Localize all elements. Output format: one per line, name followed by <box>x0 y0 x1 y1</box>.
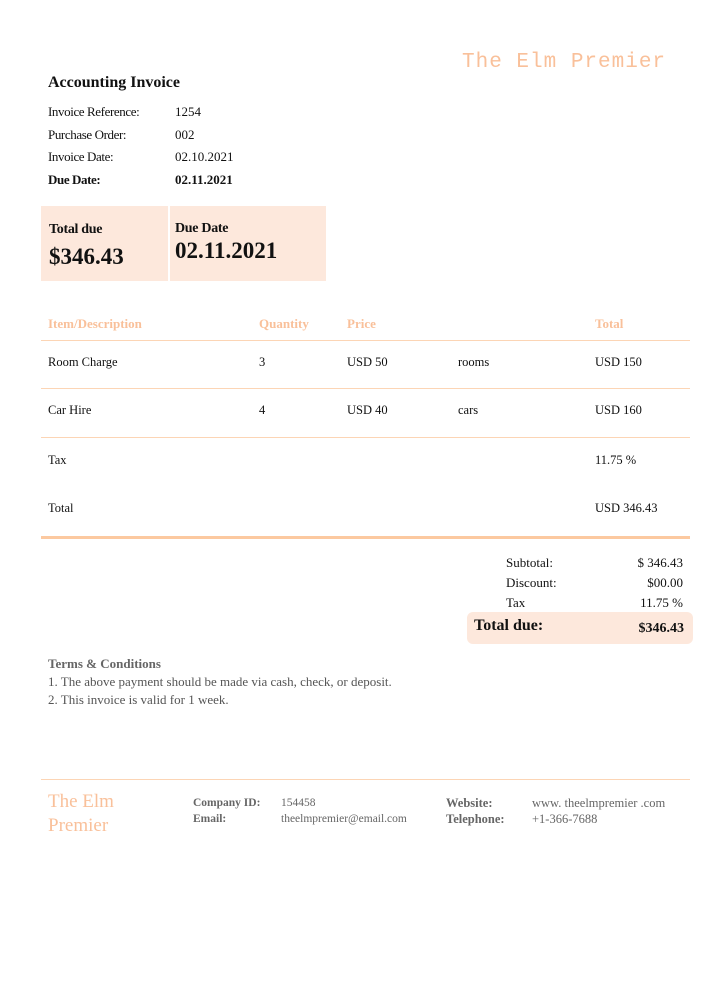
item-total: USD 150 <box>595 355 642 369</box>
table-row <box>48 403 690 423</box>
invoice-meta <box>48 101 234 191</box>
tax-label: Tax <box>506 595 526 610</box>
footer-contact-info <box>446 795 665 827</box>
subtotal-label: Subtotal: <box>506 555 553 570</box>
item-name: Room Charge <box>48 355 118 369</box>
invoice-title: Accounting Invoice <box>48 74 180 91</box>
item-price: USD 50 <box>347 355 388 369</box>
due-date-label: Due Date <box>175 221 229 236</box>
field-label: Invoice Date: <box>48 149 114 165</box>
item-quantity: 4 <box>259 403 266 417</box>
divider <box>41 437 690 438</box>
item-quantity: 3 <box>259 355 266 369</box>
table-row-total <box>48 501 690 521</box>
footer-company-info <box>193 795 407 827</box>
field-label: Due Date: <box>48 171 101 187</box>
discount-row <box>506 575 683 595</box>
due-date-box <box>170 206 326 281</box>
header-quantity: Quantity <box>259 316 309 331</box>
total-due-summary-value: $346.43 <box>638 621 684 636</box>
header-item: Item/Description <box>48 316 142 331</box>
website-label: Website: <box>446 796 493 810</box>
total-due-value: $346.43 <box>49 244 124 269</box>
due-date-value: 02.11.2021 <box>175 238 278 263</box>
total-due-summary-label: Total due: <box>474 617 544 634</box>
item-unit: rooms <box>458 355 490 369</box>
discount-value: $00.00 <box>647 575 683 590</box>
footer-brand-line2: Premier <box>48 815 109 836</box>
footer-brand <box>48 790 114 838</box>
purchase-order-row <box>48 124 234 147</box>
field-value: 02.11.2021 <box>175 171 233 187</box>
discount-label: Discount: <box>506 575 557 590</box>
terms-item: 1. The above payment should be made via cash, check, or deposit. <box>48 674 392 689</box>
telephone-label: Telephone: <box>446 812 505 826</box>
item-price: USD 40 <box>347 403 388 417</box>
header-price: Price <box>347 316 376 331</box>
divider <box>41 388 690 389</box>
total-label: Total <box>48 501 74 515</box>
email-value[interactable]: theelmpremier@email.com <box>281 813 407 825</box>
field-label: Invoice Reference: <box>48 104 140 120</box>
item-total: USD 160 <box>595 403 642 417</box>
tax-label: Tax <box>48 453 67 467</box>
website-value[interactable]: www. theelmpremier .com <box>532 796 666 810</box>
footer-brand-line1: The Elm <box>48 791 114 812</box>
item-name: Car Hire <box>48 403 92 417</box>
invoice-reference-row <box>48 101 234 124</box>
brand-name: The Elm Premier <box>462 51 667 74</box>
divider <box>41 340 690 341</box>
tax-value: 11.75 % <box>595 453 637 467</box>
terms-item: 2. This invoice is valid for 1 week. <box>48 692 229 707</box>
field-value: 002 <box>175 126 195 142</box>
divider-thick <box>41 536 690 539</box>
invoice-date-row <box>48 146 234 169</box>
field-label: Purchase Order: <box>48 126 127 142</box>
field-value: 02.10.2021 <box>175 149 234 165</box>
header-total: Total <box>595 316 624 331</box>
footer-divider <box>41 779 690 780</box>
terms-heading: Terms & Conditions <box>48 656 161 671</box>
tax-value: 11.75 % <box>640 595 683 610</box>
total-value: USD 346.43 <box>595 501 658 515</box>
company-id-label: Company ID: <box>193 797 261 809</box>
subtotal-value: $ 346.43 <box>637 555 683 570</box>
telephone-value: +1-366-7688 <box>532 812 598 826</box>
total-due-box <box>41 206 168 281</box>
terms-section <box>48 655 392 709</box>
table-row <box>48 355 690 375</box>
field-value: 1254 <box>175 104 201 120</box>
total-due-summary <box>467 612 693 644</box>
company-id-value: 154458 <box>281 797 316 809</box>
table-row-tax <box>48 453 690 473</box>
due-date-row <box>48 169 234 192</box>
email-label: Email: <box>193 813 227 825</box>
item-unit: cars <box>458 403 479 417</box>
total-due-label: Total due <box>49 222 103 237</box>
subtotal-row <box>506 555 683 575</box>
